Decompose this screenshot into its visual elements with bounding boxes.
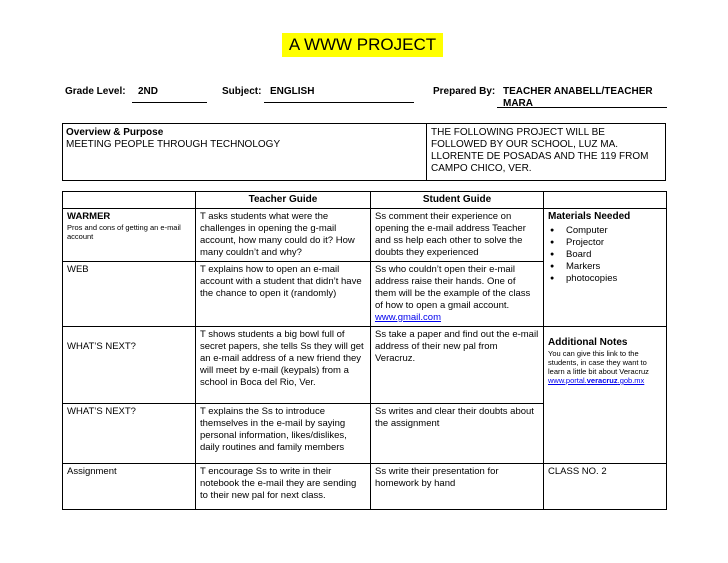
gmail-link[interactable]: www.gmail.com	[375, 312, 441, 323]
materials-cell	[544, 209, 667, 327]
prepared-by-underline	[497, 107, 667, 108]
overview-purpose: MEETING PEOPLE THROUGH TECHNOLOGY	[66, 139, 281, 150]
grade-level-underline	[132, 102, 207, 103]
grade-level-value: 2ND	[138, 86, 159, 97]
table-row	[63, 209, 667, 262]
list-item: ● Projector	[548, 237, 662, 249]
teacher-guide-cell: T explains how to open an e-mail account with a student that didn’t have the chance to open it (randomly)	[196, 262, 371, 327]
header-teacher-guide: Teacher Guide	[196, 192, 371, 209]
grade-level-label: Grade Level:	[65, 86, 126, 97]
notes-heading: Additional Notes	[548, 337, 628, 348]
list-item: ● Markers	[548, 261, 662, 273]
list-item: ● Board	[548, 249, 662, 261]
overview-divider	[426, 124, 427, 180]
row-label: WARMER	[67, 211, 111, 222]
list-item: ● Computer	[548, 225, 662, 237]
student-guide-text: Ss who couldn’t open their e-mail address raise their hands. One of them will be the example of the class of how to open a gmail account.	[375, 264, 531, 311]
row-label: Assignment	[63, 464, 196, 510]
lesson-table	[62, 191, 667, 510]
row-label: WHAT’S NEXT?	[63, 404, 196, 464]
header-student-guide: Student Guide	[371, 192, 544, 209]
materials-heading: Materials Needed	[548, 211, 631, 222]
table-header-row	[63, 192, 667, 209]
additional-notes-cell	[544, 327, 667, 464]
row-label-cell	[63, 209, 196, 262]
row-sublabel: Pros and cons of getting an e-mail account	[67, 223, 181, 241]
materials-list	[548, 225, 662, 285]
teacher-guide-cell: T asks students what were the challenges in opening the g-mail account, how many could do it? How many couldn’t and why?	[196, 209, 371, 262]
subject-underline	[264, 102, 414, 103]
student-guide-cell: Ss write their presentation for homework by hand	[371, 464, 544, 510]
row-label: WEB	[63, 262, 196, 327]
overview-box	[62, 123, 666, 181]
subject-label: Subject:	[222, 86, 262, 97]
teacher-guide-cell: T encourage Ss to write in their notebook the e-mail they are sending to their new pal for next class.	[196, 464, 371, 510]
class-number-cell: CLASS NO. 2	[544, 464, 667, 510]
table-row	[63, 327, 667, 404]
list-item: ● photocopies	[548, 273, 662, 285]
student-guide-cell: Ss comment their experience on opening the e-mail address Teacher and ss help each other to solve the doubts they experienced	[371, 209, 544, 262]
document-title: A WWW PROJECT	[282, 33, 443, 57]
subject-value: ENGLISH	[270, 86, 315, 97]
teacher-guide-cell: T shows students a big bowl full of secret papers, she tells Ss they will get an e-mail address of a new friend they will meet by e-mail (keypals) from a school in Boca del Rio, Ver.	[196, 327, 371, 404]
header-side-empty-cell	[544, 192, 667, 209]
overview-heading: Overview & Purpose	[66, 127, 164, 138]
student-guide-cell: Ss writes and clear their doubts about the assignment	[371, 404, 544, 464]
header-empty-cell	[63, 192, 196, 209]
student-guide-cell	[371, 262, 544, 327]
prepared-by-label: Prepared By:	[433, 86, 496, 97]
student-guide-cell: Ss take a paper and find out the e-mail address of their new pal from Veracruz.	[371, 327, 544, 404]
row-label: WHAT’S NEXT?	[63, 327, 196, 404]
teacher-guide-cell: T explains the Ss to introduce themselves in the e-mail by saying personal information, likes/dislikes, daily routines and family members	[196, 404, 371, 464]
table-row	[63, 464, 667, 510]
overview-note: THE FOLLOWING PROJECT WILL BE FOLLOWED BY OUR SCHOOL, LUZ MA. LLORENTE DE POSADAS AND THE 119 FROM CAMPO CHICO, VER.	[431, 127, 649, 174]
veracruz-portal-link[interactable]: www.portal.veracruz.gob.mx	[548, 376, 645, 385]
prepared-by-value: TEACHER ANABELL/TEACHER MARA	[503, 86, 653, 109]
notes-text: You can give this link to the students, in case they want to learn a little bit about Veracruz	[548, 349, 649, 376]
